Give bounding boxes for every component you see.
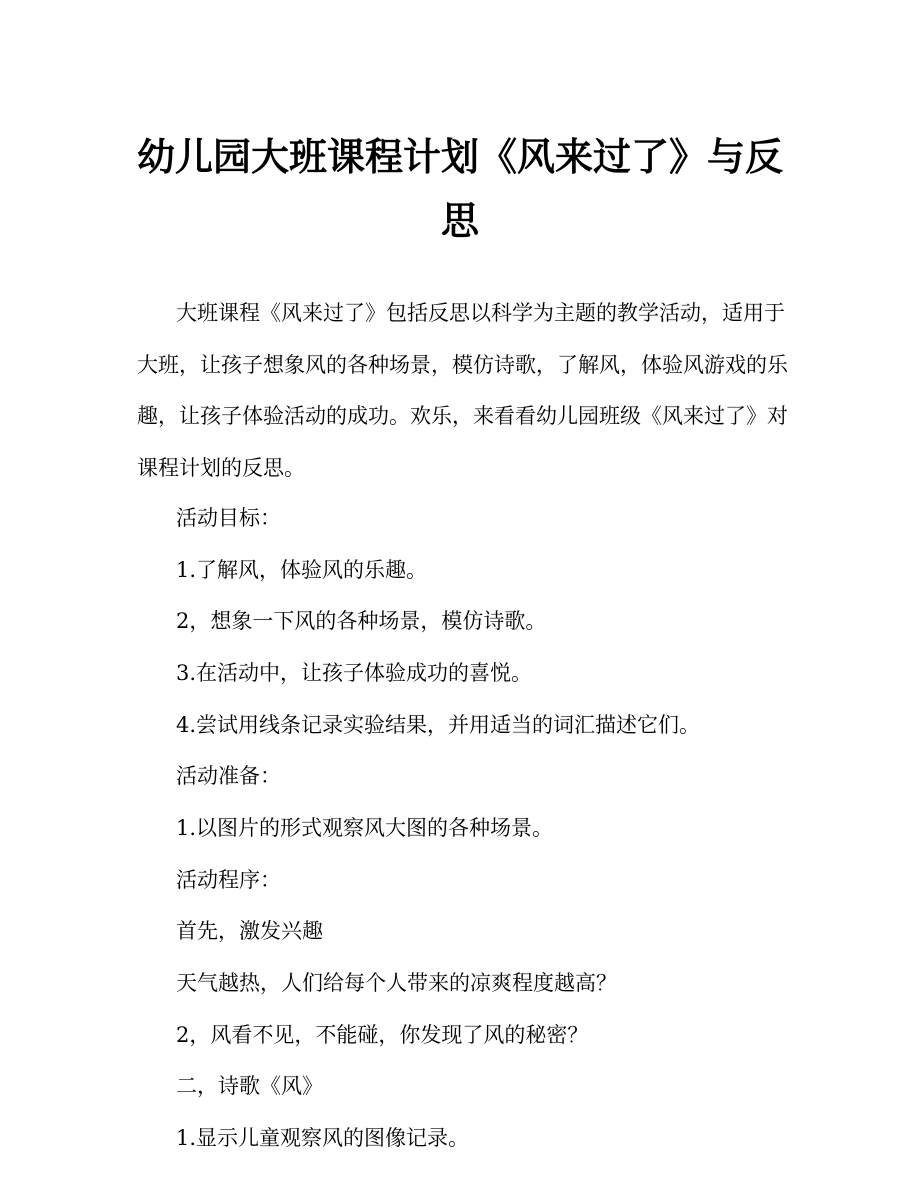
document-title-line-1: 幼儿园大班课程计划《风来过了》与反 xyxy=(136,135,783,179)
procedure-step-2: 二，诗歌《风》 xyxy=(176,1074,323,1098)
intro-line-1: 大班课程《风来过了》包括反思以科学为主题的教学活动，适用于 xyxy=(176,301,785,325)
intro-line-3: 趣，让孩子体验活动的成功。欢乐，来看看幼儿园班级《风来过了》对 xyxy=(137,404,788,428)
procedure-question-2: 2，风看不见，不能碰，你发现了风的秘密？ xyxy=(176,1023,589,1047)
intro-line-4: 课程计划的反思。 xyxy=(137,456,305,480)
goal-item-4: 4.尝试用线条记录实验结果，并用适当的词汇描述它们。 xyxy=(176,713,701,737)
section-heading-goals: 活动目标： xyxy=(176,506,281,530)
section-heading-procedure: 活动程序： xyxy=(176,868,281,892)
procedure-step-1: 首先，激发兴趣 xyxy=(176,919,323,943)
procedure-question-1: 天气越热，人们给每个人带来的凉爽程度越高？ xyxy=(176,971,617,995)
goal-item-1: 1.了解风，体验风的乐趣。 xyxy=(176,558,428,582)
procedure-step-2-item-1: 1.显示儿童观察风的图像记录。 xyxy=(176,1126,470,1150)
preparation-item-1: 1.以图片的形式观察风大图的各种场景。 xyxy=(176,816,554,840)
intro-line-2: 大班，让孩子想象风的各种场景，模仿诗歌，了解风，体验风游戏的乐 xyxy=(137,353,788,377)
document-title-line-2: 思 xyxy=(440,199,479,243)
goal-item-2: 2，想象一下风的各种场景，模仿诗歌。 xyxy=(176,609,547,633)
section-heading-preparation: 活动准备： xyxy=(176,764,281,788)
goal-item-3: 3.在活动中，让孩子体验成功的喜悦。 xyxy=(176,661,533,685)
